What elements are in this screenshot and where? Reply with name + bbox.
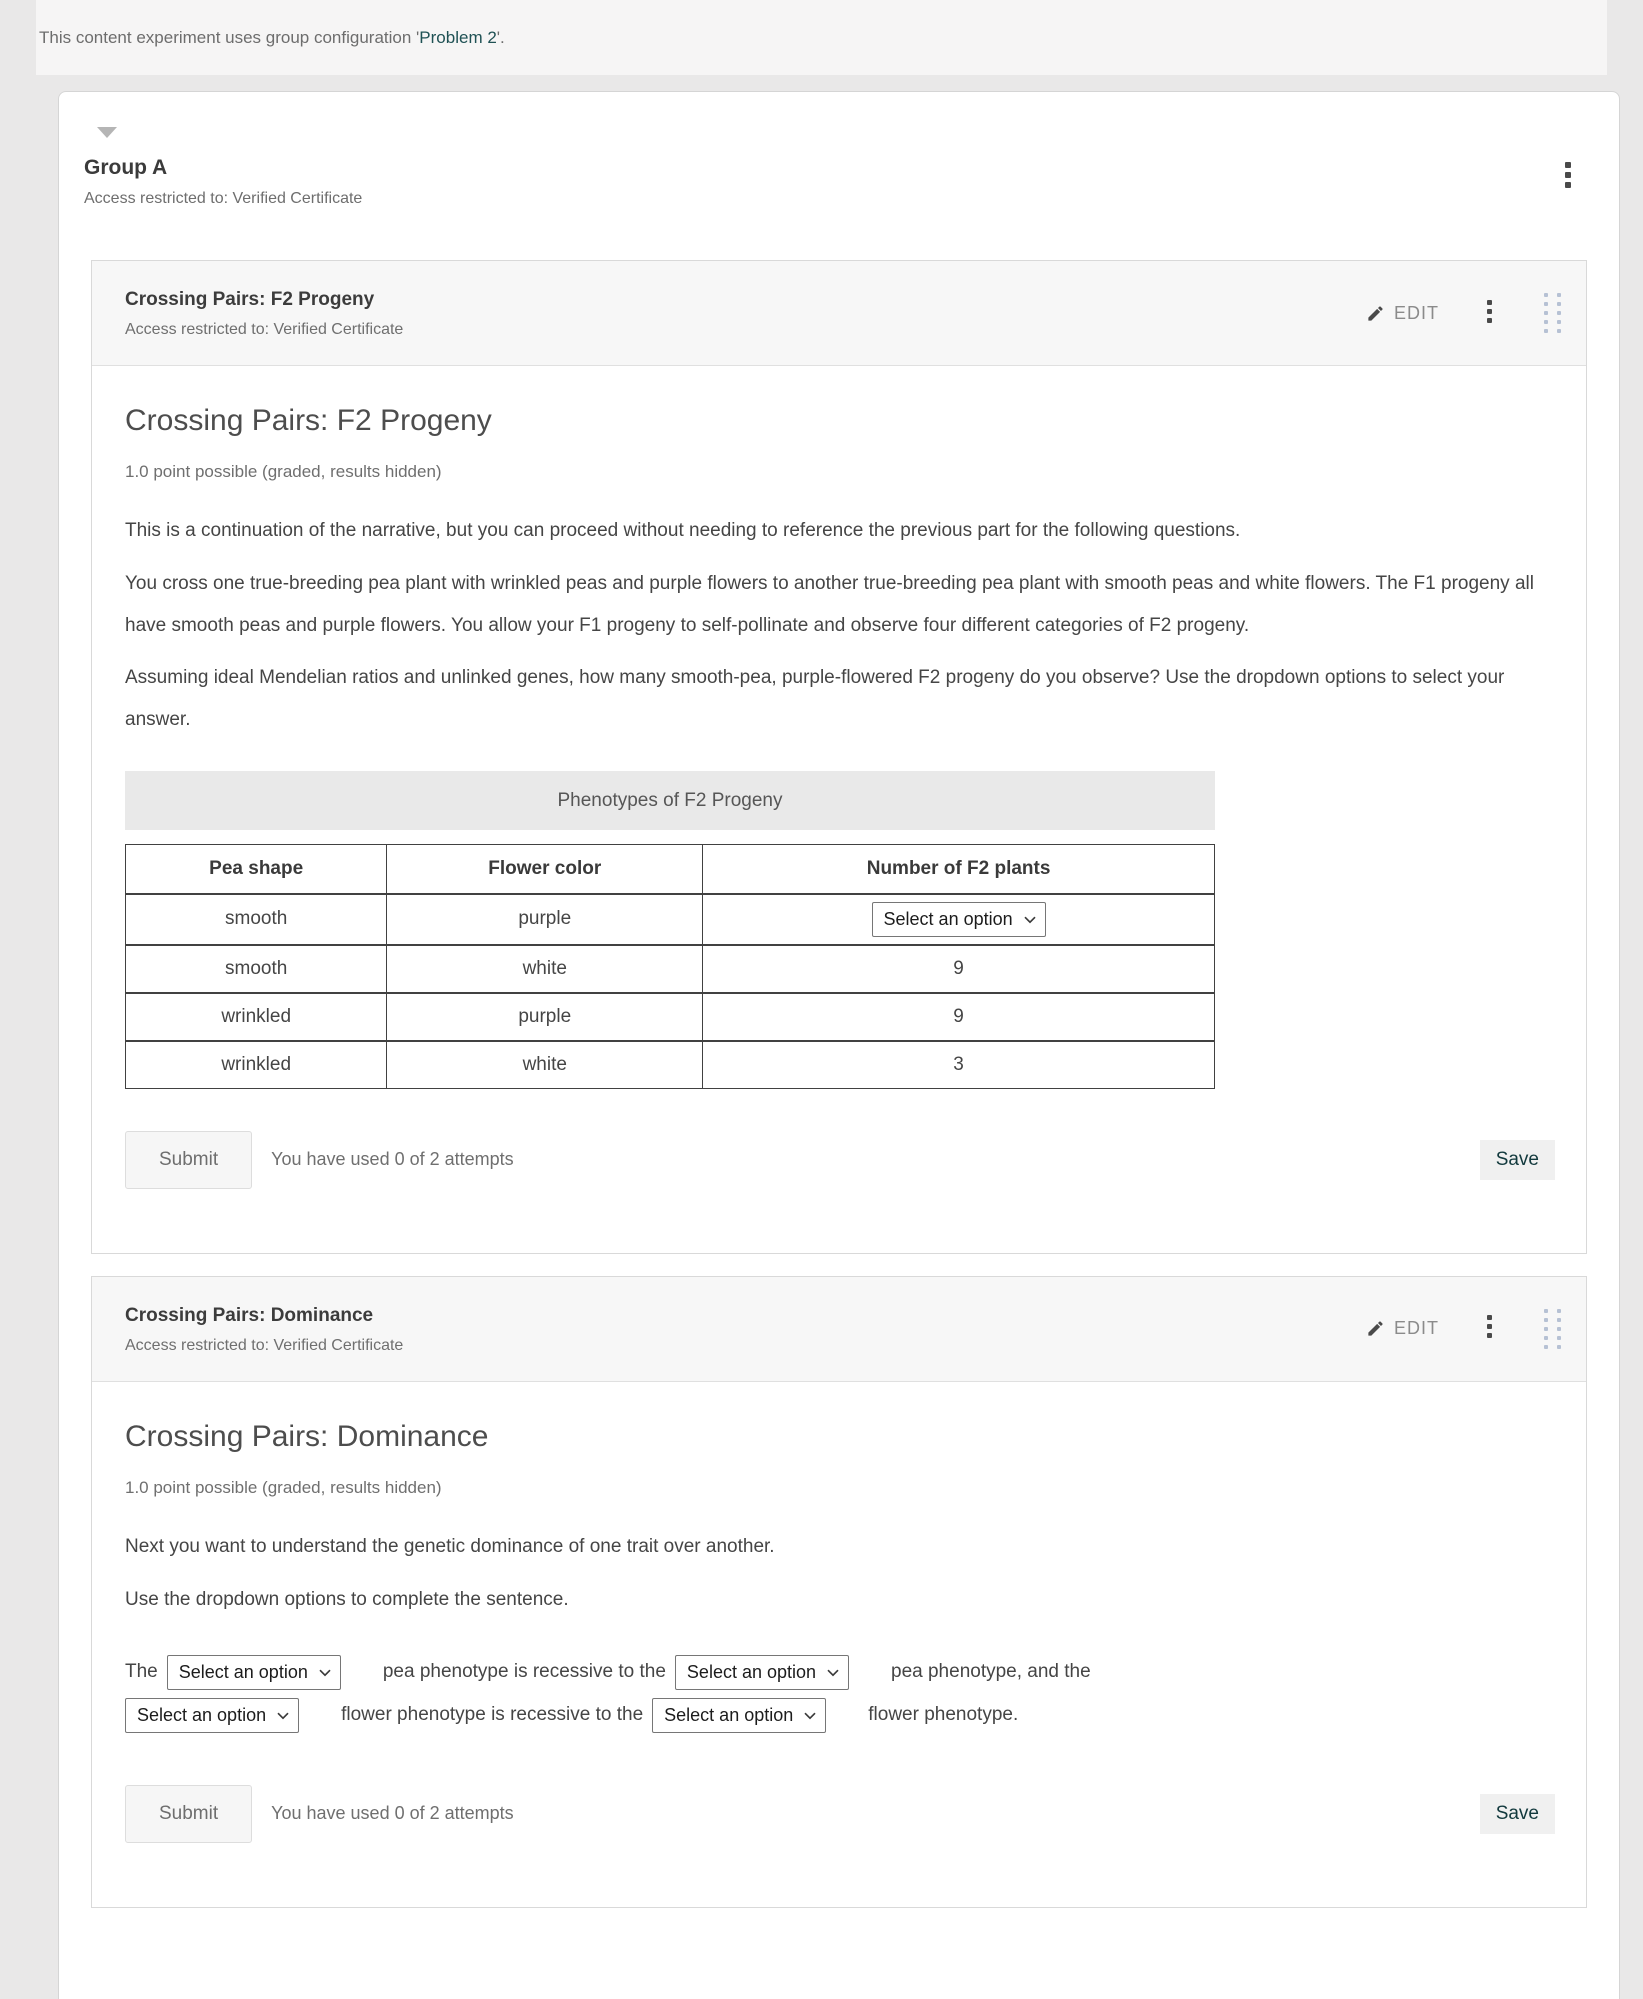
dominant-pea-select[interactable] <box>167 1655 341 1690</box>
select-value: Select an option <box>137 1704 267 1725</box>
cell-flower-color: white <box>387 1041 703 1089</box>
problem-header <box>92 261 1586 366</box>
group-access-text: Access restricted to: Verified Certificate <box>84 190 363 207</box>
kebab-icon <box>1487 300 1492 305</box>
problem-title: Crossing Pairs: F2 Progeny <box>125 404 492 437</box>
problem-card-f2-progeny <box>91 260 1587 1254</box>
pencil-icon <box>1366 1319 1385 1338</box>
select-value: Select an option <box>178 1661 308 1682</box>
table-row <box>126 945 1215 993</box>
group-title: Group A <box>84 156 168 179</box>
cell-pea-shape: wrinkled <box>126 1041 387 1089</box>
dominant-flower-select[interactable] <box>125 1698 299 1733</box>
sentence-text: pea phenotype is recessive to the <box>382 1661 666 1683</box>
cell-count: 3 <box>703 1041 1215 1089</box>
table-caption: Phenotypes of F2 Progeny <box>125 771 1215 830</box>
cell-count: 9 <box>703 945 1215 993</box>
problem-title: Crossing Pairs: Dominance <box>125 1419 489 1453</box>
cell-flower-color: purple <box>387 993 703 1041</box>
recessive-pea-select[interactable] <box>675 1655 849 1690</box>
table-row <box>126 993 1215 1041</box>
problem-body <box>92 1382 1586 1907</box>
drag-handle[interactable] <box>1544 1309 1561 1349</box>
table-row <box>126 894 1215 945</box>
edit-label: EDIT <box>1393 1318 1439 1339</box>
sentence-text: pea phenotype, and the <box>891 1661 1091 1683</box>
submit-button[interactable]: Submit <box>125 1785 252 1843</box>
paragraph: This is a continuation of the narrative, but you can proceed without needing to reference the previous part for the following questions. <box>125 520 1241 541</box>
recessive-flower-select[interactable] <box>652 1698 826 1733</box>
problem-menu-button[interactable] <box>1487 1315 1492 1342</box>
attempts-text: You have used 0 of 2 attempts <box>271 1149 514 1170</box>
edit-button[interactable] <box>1366 1318 1439 1339</box>
kebab-icon <box>1565 162 1571 168</box>
header-actions <box>1366 1309 1561 1349</box>
banner-text-before: This content experiment uses group configuration ' <box>39 28 420 47</box>
chevron-down-icon <box>319 1667 331 1677</box>
select-value: Select an option <box>686 1661 817 1682</box>
points-text: 1.0 point possible (graded, results hidden) <box>125 1477 442 1497</box>
cell-pea-shape: smooth <box>126 894 387 945</box>
chevron-down-icon <box>804 1710 816 1720</box>
problem-prose <box>125 510 1553 741</box>
dominance-sentence <box>125 1651 1553 1737</box>
problem-access-text: Access restricted to: Verified Certificate <box>125 321 404 338</box>
save-button[interactable]: Save <box>1480 1794 1555 1834</box>
paragraph: You cross one true-breeding pea plant with wrinkled peas and purple flowers to another true-breeding pea plant with smooth peas and white flowers. The F1 progeny all have smooth peas and purple flowers. You allow your F1 progeny to self-pollinate and observe four different categories of F2 progeny. <box>125 572 1534 636</box>
problem-header-title: Crossing Pairs: F2 Progeny <box>125 289 375 310</box>
chevron-down-icon <box>1024 914 1036 924</box>
sentence-line <box>125 1694 1553 1737</box>
cell-pea-shape: smooth <box>126 945 387 993</box>
problem-prose <box>125 1526 1553 1621</box>
table-header-row <box>126 844 1215 894</box>
collapse-arrow-icon[interactable] <box>97 127 117 138</box>
problem-menu-button[interactable] <box>1487 300 1492 327</box>
experiment-banner <box>36 0 1607 75</box>
cell-answer <box>703 894 1215 945</box>
phenotype-table <box>125 844 1215 1089</box>
column-header-flower-color: Flower color <box>387 844 703 894</box>
group-menu-button[interactable] <box>1565 162 1571 192</box>
sentence-line <box>125 1651 1553 1694</box>
chevron-down-icon <box>827 1667 839 1677</box>
problem-card-dominance <box>91 1276 1587 1908</box>
group-configuration-link[interactable]: Problem 2 <box>419 28 497 47</box>
drag-handle[interactable] <box>1544 293 1561 333</box>
select-value: Select an option <box>883 908 1013 929</box>
submit-button[interactable]: Submit <box>125 1131 252 1189</box>
attempts-text: You have used 0 of 2 attempts <box>271 1803 514 1824</box>
paragraph: Use the dropdown options to complete the sentence. <box>125 1588 569 1610</box>
problem-access-text: Access restricted to: Verified Certificate <box>125 1336 404 1354</box>
kebab-icon <box>1487 1315 1492 1320</box>
banner-text-after: '. <box>496 28 505 47</box>
column-header-pea-shape: Pea shape <box>126 844 387 894</box>
save-button[interactable]: Save <box>1480 1140 1555 1180</box>
action-row <box>125 1785 1555 1843</box>
problem-body <box>92 366 1586 1253</box>
cell-count: 9 <box>703 993 1215 1041</box>
cell-flower-color: white <box>387 945 703 993</box>
answer-select[interactable] <box>872 902 1046 937</box>
select-value: Select an option <box>664 1704 794 1725</box>
edit-button[interactable] <box>1366 303 1439 324</box>
paragraph: Next you want to understand the genetic dominance of one trait over another. <box>125 1535 775 1557</box>
cell-flower-color: purple <box>387 894 703 945</box>
table-row <box>126 1041 1215 1089</box>
problem-header <box>92 1277 1586 1382</box>
header-actions <box>1366 293 1561 333</box>
points-text: 1.0 point possible (graded, results hidden) <box>125 462 442 481</box>
cell-pea-shape: wrinkled <box>126 993 387 1041</box>
sentence-text: The <box>125 1661 158 1683</box>
chevron-down-icon <box>277 1710 289 1720</box>
group-card <box>58 91 1620 1999</box>
action-row <box>125 1131 1555 1189</box>
pencil-icon <box>1366 304 1385 323</box>
edit-label: EDIT <box>1393 302 1439 323</box>
sentence-text: flower phenotype. <box>868 1704 1019 1726</box>
problem-header-title: Crossing Pairs: Dominance <box>125 1304 374 1326</box>
paragraph: Assuming ideal Mendelian ratios and unlinked genes, how many smooth-pea, purple-flowered F2 progeny do you observe? Use the dropdown options to select your answer. <box>125 667 1505 731</box>
sentence-text: flower phenotype is recessive to the <box>341 1704 644 1726</box>
column-header-number-f2: Number of F2 plants <box>703 844 1215 894</box>
